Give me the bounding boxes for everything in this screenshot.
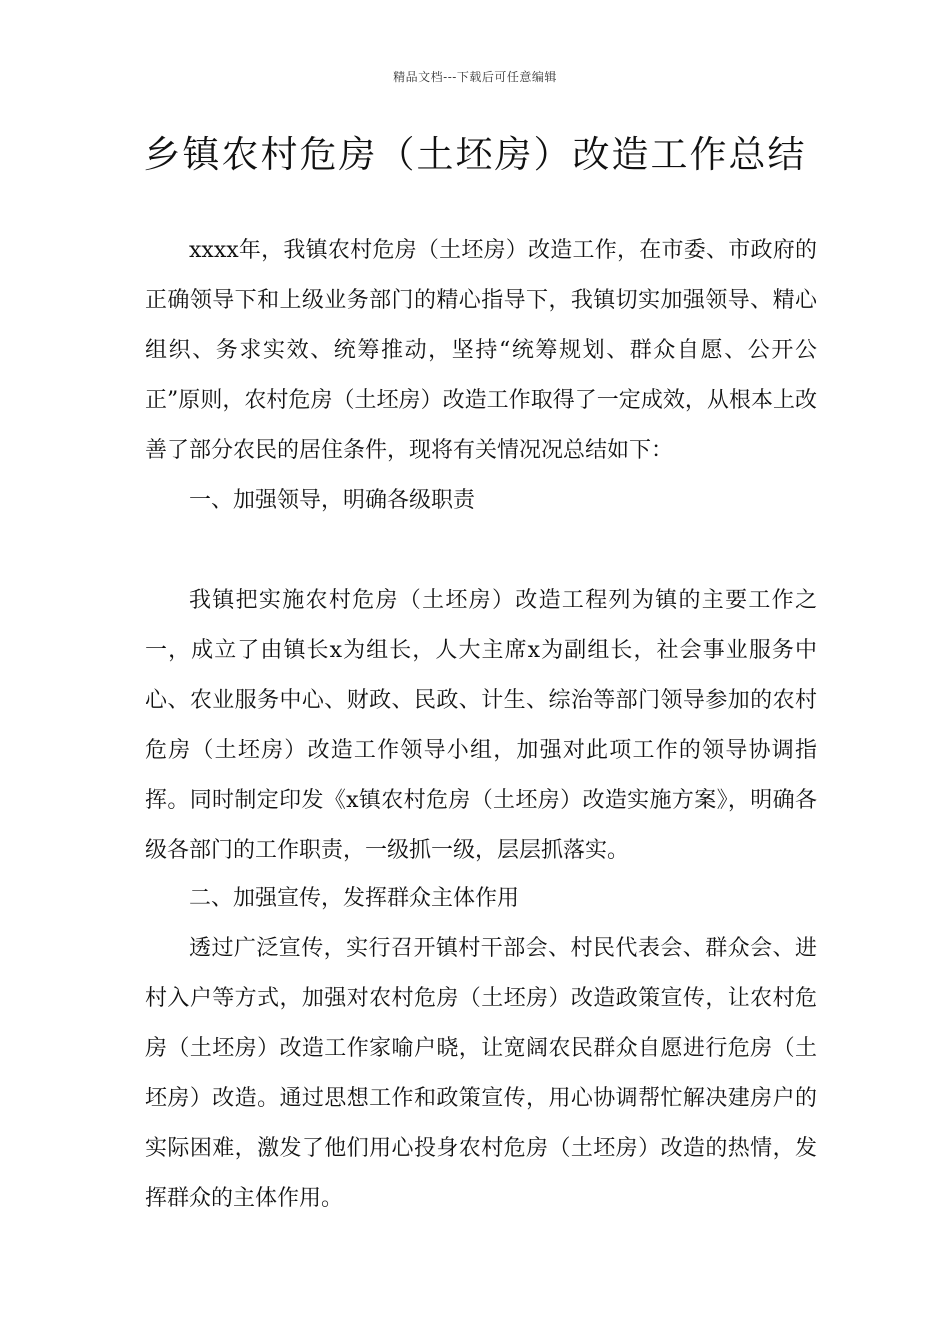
section-2-heading: 二、加强宣传，发挥群众主体作用	[189, 886, 520, 911]
section-1-heading: 一、加强领导，明确各级职责	[189, 488, 476, 513]
header-note: 精品文档---下载后可任意编辑	[393, 70, 557, 84]
section-2-paragraph: 透过广泛宣传，实行召开镇村干部会、村民代表会、群众会、进村入户等方式，加强对农村危房（土坯房）改造政策宣传，让农村危房（土坯房）改造工作家喻户晓，让宽阔农民群众自愿进行危房（土坯房）改造。通过思想工作和政策宣传，用心协调帮忙解决建房户的实际困难，激发了他们用心投身农村危房（土坯房）改造的热情，发挥群众的主体作用。	[145, 936, 817, 1211]
section-1-paragraph: 我镇把实施农村危房（土坯房）改造工程列为镇的主要工作之一，成立了由镇长x为组长，人大主席x为副组长，社会事业服务中心、农业服务中心、财政、民政、计生、综治等部门领导参加的农村危房（土坯房）改造工作领导小组，加强对此项工作的领导协调指挥。同时制定印发《x镇农村危房（土坯房）改造实施方案》，明确各级各部门的工作职责，一级抓一级，层层抓落实。	[145, 588, 817, 863]
document-title: 乡镇农村危房（土坯房）改造工作总结	[143, 133, 807, 176]
intro-paragraph: xxxx年，我镇农村危房（土坯房）改造工作，在市委、市政府的正确领导下和上级业务部门的精心指导下，我镇切实加强领导、精心组织、务求实效、统筹推动，坚持“统筹规划、群众自愿、公开公正”原则，农村危房（土坯房）改造工作取得了一定成效，从根本上改善了部分农民的居住条件，现将有关情况况总结如下：	[145, 238, 817, 463]
